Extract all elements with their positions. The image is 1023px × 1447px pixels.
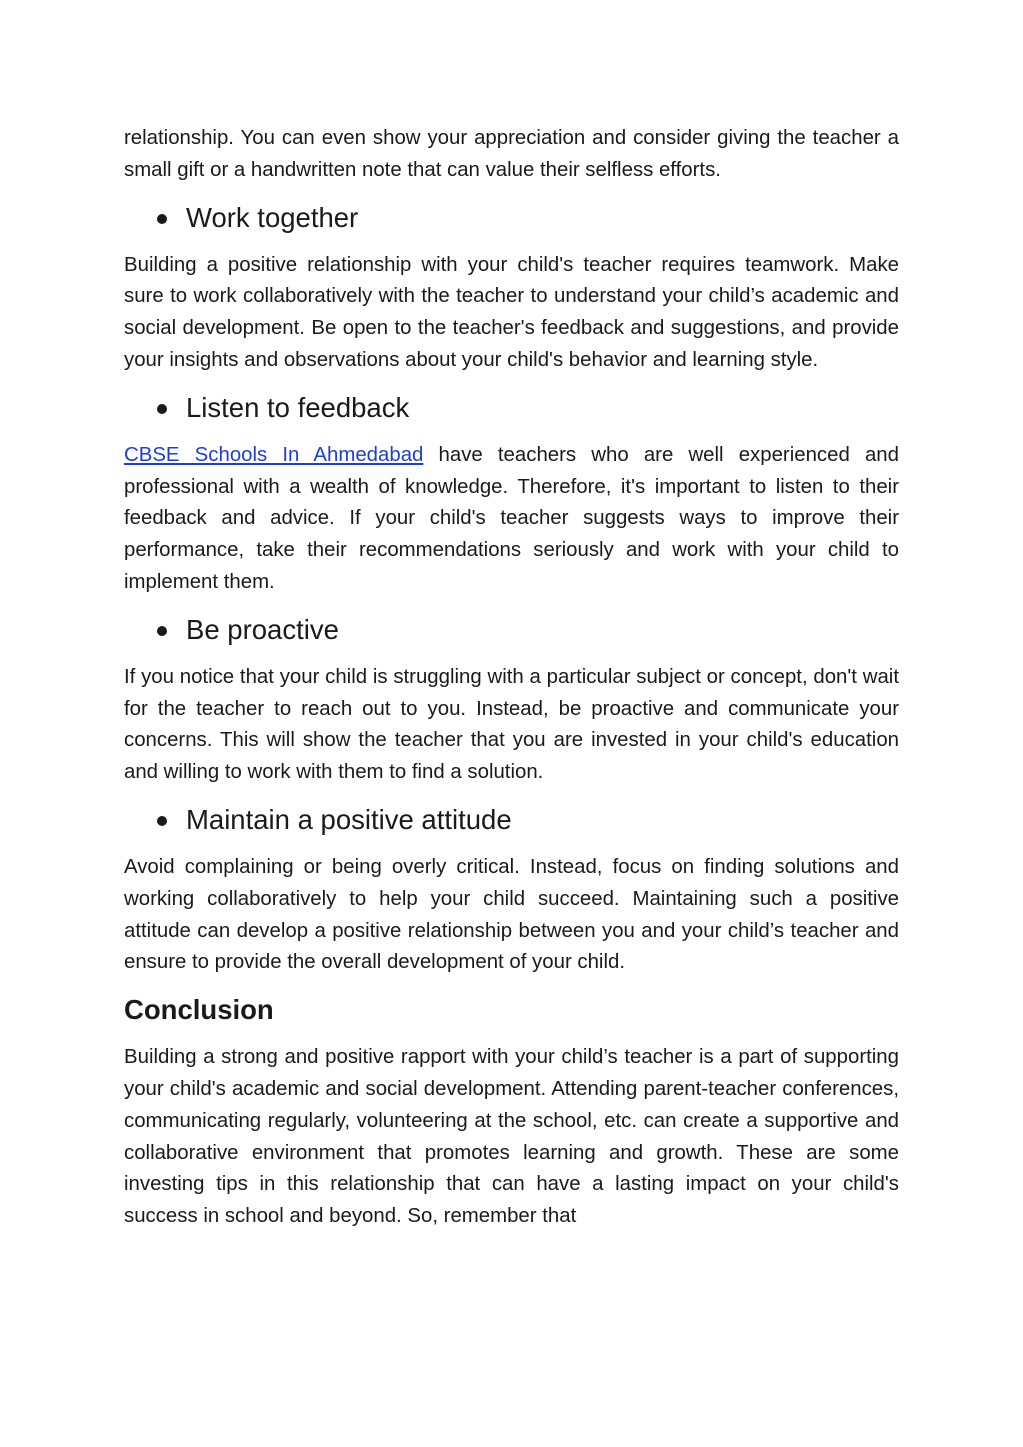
bullet-dot-icon <box>157 816 167 826</box>
document-page <box>124 123 899 1233</box>
bullet-positive-attitude <box>124 803 899 837</box>
bullet-listen-to-feedback <box>124 391 899 425</box>
conclusion-paragraph: Building a strong and positive rapport with your child’s teacher is a part of supporting your child's academic and social development. Attending parent-teacher conferences, communicating regularly, volunteering at the school, etc. can create a supportive and collaborative environment that promotes learning and growth. These are some investing tips in this relationship that can have a lasting impact on your child's success in school and beyond. So, remember that <box>124 1046 899 1228</box>
bullet-dot-icon <box>157 214 167 224</box>
paragraph-text: have teachers who are well experienced and professional with a wealth of knowledge. Therefore, it's important to listen to their feedback and advice. If your child's teacher suggests ways to improve their performance, take their recommendations seriously and work with your child to implement them. <box>124 443 899 593</box>
bullet-dot-icon <box>157 626 167 636</box>
paragraph-listen-to-feedback <box>124 440 899 599</box>
cbse-schools-link[interactable]: CBSE Schools In Ahmedabad <box>124 443 424 466</box>
paragraph-work-together: Building a positive relationship with your child's teacher requires teamwork. Make sure to work collaboratively with the teacher to understand your child’s academic and social development. Be open to the teacher's feedback and suggestions, and provide your insights and observations about your child's behavior and learning style. <box>124 253 899 371</box>
bullet-be-proactive <box>124 613 899 647</box>
paragraph-be-proactive: If you notice that your child is struggling with a particular subject or concept, don't wait for the teacher to reach out to you. Instead, be proactive and communicate your concerns. This will show the teacher that you are invested in your child's education and willing to work with them to find a solution. <box>124 665 899 784</box>
bullet-dot-icon <box>157 404 167 414</box>
paragraph-positive-attitude: Avoid complaining or being overly critical. Instead, focus on finding solutions and working collaboratively to help your child succeed. Maintaining such a positive attitude can develop a positive relationship between you and your child’s teacher and ensure to provide the overall development of your child. <box>124 855 899 974</box>
bullet-work-together <box>124 201 899 235</box>
intro-paragraph: relationship. You can even show your appreciation and consider giving the teacher a small gift or a handwritten note that can value their selfless efforts. <box>124 127 899 181</box>
bullet-label: Be proactive <box>186 613 339 645</box>
bullet-label: Listen to feedback <box>186 391 410 423</box>
bullet-label: Work together <box>186 201 359 233</box>
bullet-label: Maintain a positive attitude <box>186 803 512 835</box>
conclusion-heading: Conclusion <box>124 994 274 1026</box>
